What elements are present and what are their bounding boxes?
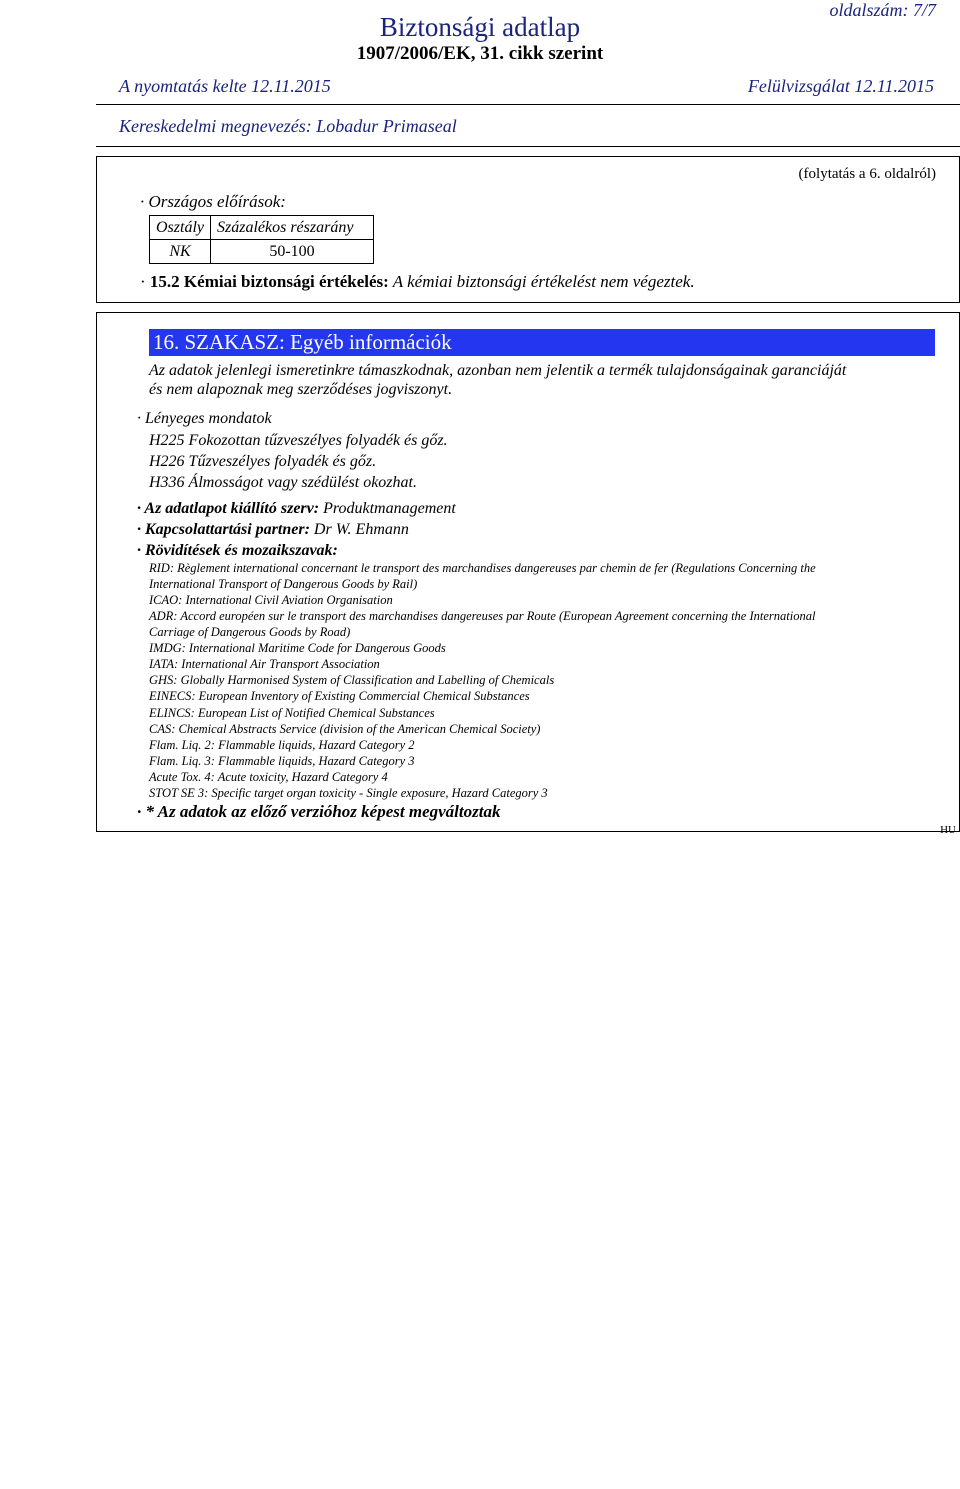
abbreviation-item: EINECS: European Inventory of Existing Commercial Chemical Substances — [149, 689, 530, 703]
chemical-safety-label: 15.2 Kémiai biztonsági értékelés: — [149, 272, 389, 291]
abbreviation-item: ICAO: International Civil Aviation Organisation — [149, 593, 393, 607]
bullet: · — [140, 272, 150, 291]
abbreviation-item: Carriage of Dangerous Goods by Road) — [149, 625, 351, 639]
country-code: HU — [940, 824, 956, 836]
abbreviation-item: ADR: Accord européen sur le transport des marchandises dangereuses par Route (European Agreement concerning the International — [149, 609, 816, 623]
chemical-safety-text: A kémiai biztonsági értékelést nem végeztek. — [388, 272, 695, 291]
table-row — [150, 240, 374, 264]
table-header-class: Osztály — [150, 216, 211, 240]
abbreviation-item: Flam. Liq. 2: Flammable liquids, Hazard Category 2 — [149, 738, 415, 752]
abbreviations-label — [137, 542, 338, 560]
table-cell-percent: 50-100 — [211, 240, 374, 264]
contact-line — [137, 521, 409, 539]
issuer-line — [137, 500, 456, 518]
issuer-value: Produktmanagement — [319, 500, 456, 517]
intro-line-2: és nem alapoznak meg szerződéses jogviszonyt. — [149, 381, 453, 398]
abbreviation-item: International Transport of Dangerous Goods by Rail) — [149, 577, 418, 591]
national-regulations-label: · Országos előírások: — [140, 192, 286, 211]
abbreviation-item: IATA: International Air Transport Association — [149, 657, 380, 671]
h-phrase: H226 Tűzveszélyes folyadék és gőz. — [149, 453, 377, 470]
changed-data-note: · * Az adatok az előző verzióhoz képest megváltoztak — [137, 802, 501, 821]
abbreviation-item: IMDG: International Maritime Code for Dangerous Goods — [149, 641, 446, 655]
abbreviation-item: CAS: Chemical Abstracts Service (division of the American Chemical Society) — [149, 722, 541, 736]
table-header-row — [150, 216, 374, 240]
document-subtitle: 1907/2006/EK, 31. cikk szerint — [356, 43, 604, 64]
section16-banner — [149, 329, 935, 356]
contact-value: Dr W. Ehmann — [309, 521, 409, 538]
h-phrase: H336 Álmosságot vagy szédülést okozhat. — [149, 474, 417, 491]
page-number: oldalszám: 7/7 — [829, 0, 936, 20]
contact-label: · Kapcsolattartási partner: — [137, 521, 310, 538]
issuer-label: · Az adatlapot kiállító szerv: — [137, 500, 320, 517]
chemical-safety-assessment — [140, 272, 695, 292]
table-header-percent: Százalékos részarány — [211, 216, 374, 240]
continuation-note: (folytatás a 6. oldalról) — [798, 166, 936, 182]
table-cell-class: NK — [150, 240, 211, 264]
abbreviation-item: STOT SE 3: Specific target organ toxicity - Single exposure, Hazard Category 3 — [149, 786, 548, 800]
abbreviation-item: Acute Tox. 4: Acute toxicity, Hazard Category 4 — [149, 770, 388, 784]
intro-line-1: Az adatok jelenlegi ismeretinkre támaszkodnak, azonban nem jelentik a termék tulajdonságainak garanciáját — [149, 362, 847, 379]
classification-table — [149, 215, 374, 264]
document-title: Biztonsági adatlap — [379, 12, 581, 42]
section16-heading: 16. SZAKASZ: Egyéb információk — [153, 330, 452, 354]
relevant-phrases-label: · Lényeges mondatok — [137, 410, 272, 427]
print-date: A nyomtatás kelte 12.11.2015 — [119, 76, 331, 96]
trade-name: Kereskedelmi megnevezés: Lobadur Primaseal — [119, 116, 457, 136]
h-phrase: H225 Fokozottan tűzveszélyes folyadék és gőz. — [149, 432, 448, 449]
revision-date: Felülvizsgálat 12.11.2015 — [747, 76, 934, 96]
trade-name-divider — [96, 146, 960, 147]
abbreviations-label-text: · Rövidítések és mozaikszavak: — [137, 542, 338, 559]
abbreviation-item: RID: Règlement international concernant le transport des marchandises dangereuses par chemin de fer (Regulations Concerning the — [149, 561, 816, 575]
abbreviation-item: GHS: Globally Harmonised System of Classification and Labelling of Chemicals — [149, 673, 555, 687]
abbreviation-item: Flam. Liq. 3: Flammable liquids, Hazard Category 3 — [149, 754, 415, 768]
abbreviation-item: ELINCS: European List of Notified Chemical Substances — [149, 706, 435, 720]
header-divider — [96, 104, 960, 105]
